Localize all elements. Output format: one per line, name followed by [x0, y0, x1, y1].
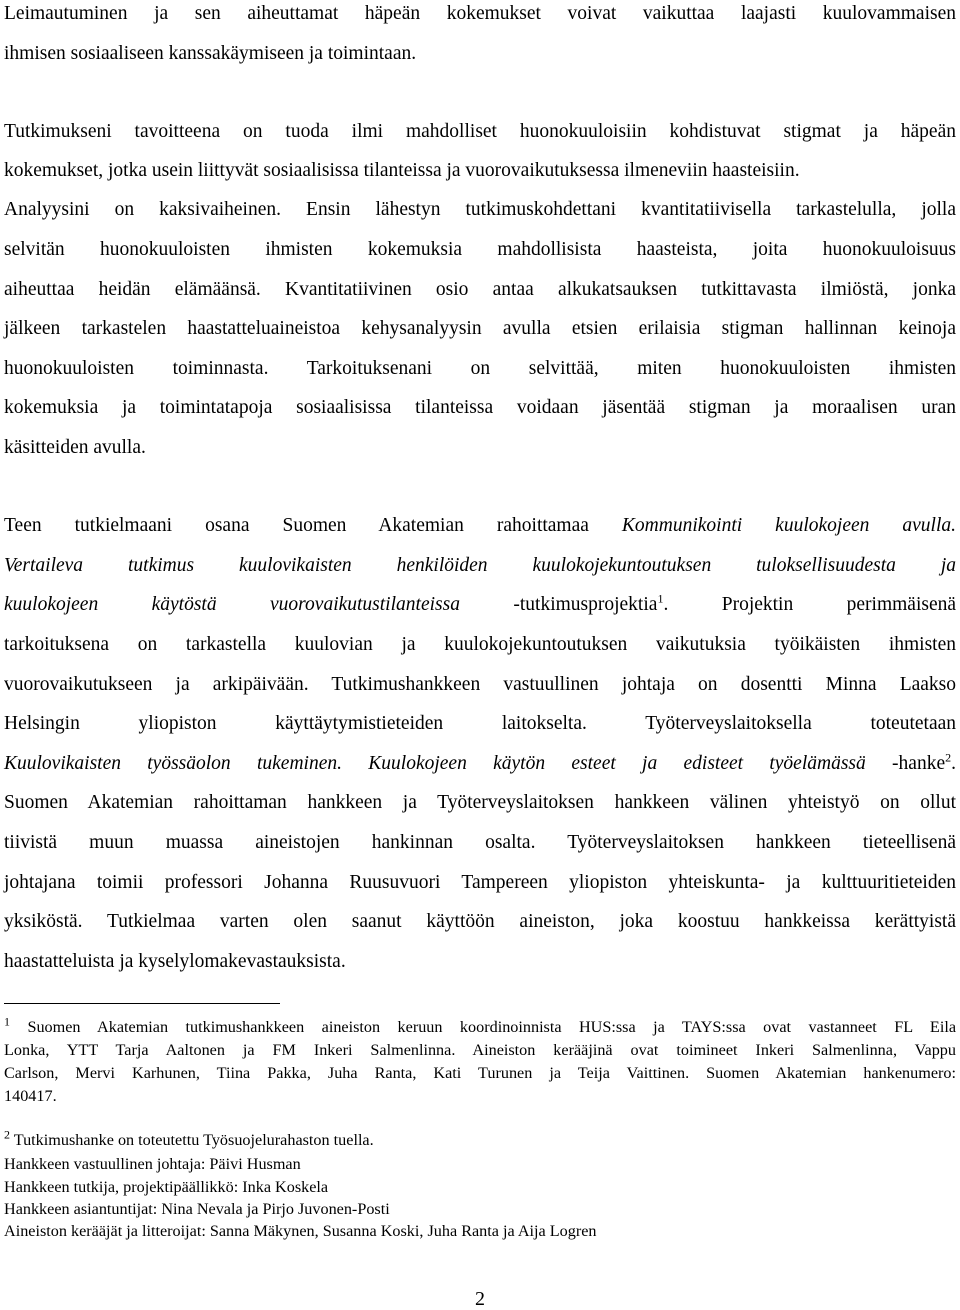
text-line: selvitän huonokuuloisten ihmisten kokemuksia mahdollisista haasteista, joita huonokuuloisuus: [4, 239, 956, 260]
footnote-separator: [4, 1003, 280, 1004]
text-line: Analyysini on kaksivaiheinen. Ensin lähestyn tutkimuskohdettani kvantitatiivisella tarkastelulla, jolla: [4, 199, 956, 220]
footnote-line: 140417.: [4, 1087, 57, 1105]
text-line: [4, 752, 956, 776]
project-title-italic: kuulokojeen käytöstä vuorovaikutustilanteissa: [4, 594, 460, 615]
text-line: johtajana toimii professori Johanna Ruusuvuori Tampereen yliopiston yhteiskunta- ja kulttuuritieteiden: [4, 872, 956, 893]
footnote-line: Lonka, YTT Tarja Aaltonen ja FM Inkeri Salmenlinna. Aineiston kerääjinä ovat toimineet Inkeri Salmenlinna, Vappu: [4, 1041, 956, 1059]
footnote-line: Hankkeen tutkija, projektipäällikkö: Inka Koskela: [4, 1178, 329, 1196]
footnote-line: Hankkeen vastuullinen johtaja: Päivi Husman: [4, 1155, 301, 1173]
text-line: huonokuuloisten toiminnasta. Tarkoituksenani on selvittää, miten huonokuuloisten ihmisten: [4, 358, 956, 379]
text-span: Tutkimushanke on toteutettu Työsuojelurahaston tuella.: [13, 1131, 374, 1149]
footnote-line: [4, 1014, 957, 1037]
text-line: Leimautuminen ja sen aiheuttamat häpeän kokemukset voivat vaikuttaa laajasti kuulovammaisen: [4, 3, 956, 24]
text-line: jälkeen tarkastelen haastatteluaineistoa kehysanalyysin avulla etsien erilaisia stigman hallinnan keinoja: [4, 318, 956, 339]
text-line: [4, 593, 956, 617]
text-line: Helsingin yliopiston käyttäytymistieteiden laitokselta. Työterveyslaitoksella toteutetaan: [4, 713, 956, 734]
footnote-line: Carlson, Mervi Karhunen, Tiina Pakka, Juha Ranta, Kati Turunen ja Teija Vaittinen. Suomen Akatemian hankenumero:: [4, 1064, 956, 1082]
text-line: [4, 554, 956, 578]
page-number: 2: [475, 1288, 485, 1310]
text-span: -hanke: [865, 753, 946, 774]
text-line: yksiköstä. Tutkielmaa varten olen saanut käyttöön aineiston, joka koostuu hankkeissa kerättyistä: [4, 911, 956, 932]
text-line: tiivistä muun muassa aineistojen hankinnan osalta. Työterveyslaitoksen hankkeen tieteellisenä: [4, 832, 956, 853]
text-line: vuorovaikutukseen ja arkipäivään. Tutkimushankkeen vastuullinen johtaja on dosentti Minna Laakso: [4, 674, 956, 695]
document-page: [4, 0, 956, 1308]
footnote-line: Aineiston kerääjät ja litteroijat: Sanna Mäkynen, Susanna Koski, Juha Ranta ja Aija Logren: [4, 1222, 597, 1240]
project-title-italic: Vertaileva tutkimus kuulovikaisten henkilöiden kuulokojekuntoutuksen tuloksellisuudesta ja: [4, 555, 956, 576]
text-span: Suomen Akatemian tutkimushankkeen aineiston keruun koordinoinnista HUS:ssa ja TAYS:ssa ovat vastanneet FL Eila: [27, 1018, 957, 1036]
text-line: käsitteiden avulla.: [4, 437, 146, 458]
footnote-ref-1[interactable]: 1: [657, 591, 664, 606]
footnote-ref-2[interactable]: 2: [945, 750, 952, 765]
text-line: ihmisen sosiaaliseen kanssakäymiseen ja toimintaan.: [4, 43, 417, 64]
text-line: kokemukset, jotka usein liittyvät sosiaalisissa tilanteissa ja vuorovaikutuksessa ilmeneviin haasteisiin.: [4, 160, 800, 181]
footnote-line: Hankkeen asiantuntijat: Nina Nevala ja Pirjo Juvonen-Posti: [4, 1200, 390, 1218]
text-span: Teen tutkielmaani osana Suomen Akatemian rahoittamaa: [4, 515, 622, 536]
text-span: -tutkimusprojektia: [459, 594, 658, 615]
text-line: [4, 514, 956, 538]
text-line: kokemuksia ja toimintatapoja sosiaalisissa tilanteissa voidaan jäsentää stigman ja moraalisen uran: [4, 397, 956, 418]
footnote-marker: 2: [4, 1127, 10, 1142]
text-span: .: [951, 753, 956, 774]
text-line: Tutkimukseni tavoitteena on tuoda ilmi mahdolliset huonokuuloisiin kohdistuvat stigmat ja häpeän: [4, 121, 956, 142]
text-line: haastatteluista ja kyselylomakevastauksista.: [4, 951, 346, 972]
footnote-line: [4, 1127, 956, 1150]
text-line: tarkoituksena on tarkastella kuulovian ja kuulokojekuntoutuksen vaikutuksia työikäisten ihmisten: [4, 634, 956, 655]
text-line: aiheuttaa heidän elämäänsä. Kvantitatiivinen osio antaa alkukatsauksen tutkittavasta ilmiöstä, jonka: [4, 279, 956, 300]
text-line: Suomen Akatemian rahoittaman hankkeen ja Työterveyslaitoksen hankkeen välinen yhteistyö on ollut: [4, 792, 956, 813]
footnote-marker: 1: [4, 1014, 10, 1029]
project-title-italic: Kuulovikaisten työssäolon tukeminen. Kuulokojeen käytön esteet ja edisteet työelämässä: [4, 753, 866, 774]
text-span: . Projektin perimmäisenä: [663, 594, 957, 615]
project-title-italic: Kommunikointi kuulokojeen avulla.: [621, 515, 956, 536]
